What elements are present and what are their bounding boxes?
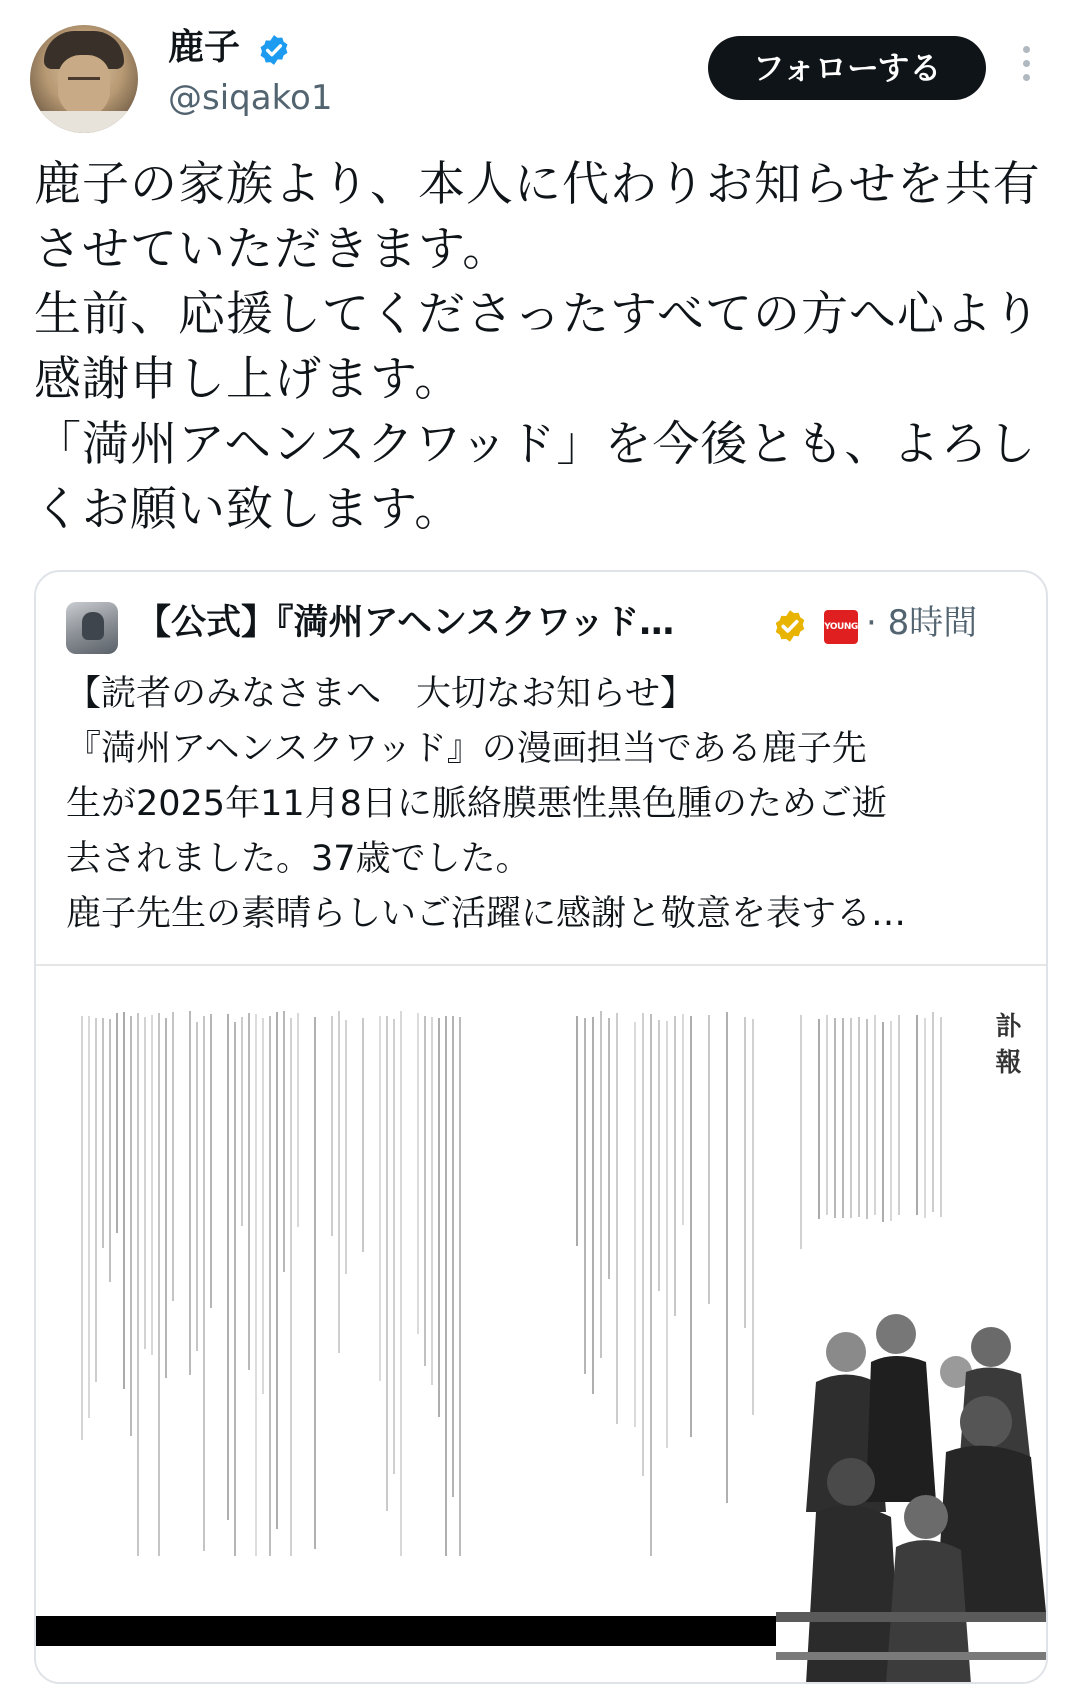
- text-column: [431, 1017, 433, 1385]
- text-column: [890, 1021, 892, 1221]
- text-column: [88, 1016, 90, 1418]
- quoted-line: 鹿子先生の素晴らしいご活躍に感謝と敬意を表する…: [66, 894, 907, 934]
- text-column: [255, 1014, 257, 1556]
- text-column: [445, 1016, 447, 1556]
- text-column: [151, 1015, 153, 1355]
- text-column: [842, 1018, 844, 1218]
- text-column: [682, 1014, 684, 1225]
- text-column: [708, 1015, 710, 1304]
- text-column: [144, 1017, 146, 1349]
- text-column: [241, 1017, 243, 1226]
- text-column: [203, 1016, 205, 1551]
- text-column: [137, 1013, 139, 1556]
- text-column: [642, 1013, 644, 1476]
- text-column: [818, 1019, 820, 1219]
- text-column: [362, 1018, 364, 1252]
- text-column: [276, 1012, 278, 1529]
- text-column: [882, 1022, 884, 1222]
- author-name[interactable]: 鹿子: [168, 27, 241, 68]
- quoted-text: [66, 667, 1026, 942]
- text-column: [290, 1018, 292, 1556]
- text-column: [345, 1020, 347, 1274]
- announcement-heading: 訃報: [991, 1012, 1021, 1084]
- text-column: [726, 1012, 728, 1503]
- quoted-account-avatar: [66, 602, 118, 654]
- quoted-line: 【読者のみなさまへ 大切なお知らせ】: [66, 674, 695, 714]
- text-column: [130, 1016, 132, 1436]
- quoted-time: · 8時間: [866, 603, 978, 643]
- text-column: [690, 1016, 692, 1437]
- text-column: [172, 1012, 174, 1301]
- text-column: [386, 1016, 388, 1511]
- announcement-image[interactable]: [36, 964, 1046, 1684]
- text-column: [283, 1011, 285, 1272]
- text-column: [379, 1016, 381, 1381]
- text-column: [338, 1011, 340, 1353]
- image-black-bar: [36, 1616, 776, 1646]
- text-column: [674, 1016, 676, 1316]
- text-column: [666, 1021, 668, 1448]
- tweet-line: くお願い致します。: [34, 482, 463, 537]
- publisher-badge-icon: YOUNG: [824, 610, 858, 644]
- text-column: [102, 1018, 104, 1248]
- text-column: [297, 1013, 299, 1227]
- text-column: [81, 1016, 83, 1440]
- text-column: [916, 1015, 918, 1215]
- text-column: [898, 1015, 900, 1215]
- text-column: [314, 1017, 316, 1549]
- tweet-header: [0, 0, 1080, 150]
- text-column: [196, 1022, 198, 1351]
- text-column: [634, 1022, 636, 1427]
- quoted-line: 『満州アヘンスクワッド』の漫画担当である鹿子先: [66, 729, 867, 769]
- text-column: [331, 1016, 333, 1236]
- quoted-tweet-card[interactable]: [34, 570, 1048, 1684]
- author-handle[interactable]: @siqako1: [168, 78, 333, 118]
- text-column: [189, 1011, 191, 1375]
- quoted-account-name: 【公式】『満州アヘンスクワッド…: [136, 603, 675, 643]
- text-column: [165, 1018, 167, 1378]
- verified-badge-icon: [257, 33, 291, 67]
- text-column: [269, 1016, 271, 1556]
- text-column: [658, 1020, 660, 1291]
- quoted-tweet-header: [36, 572, 1046, 652]
- quoted-line: 生が2025年11月8日に脈絡膜悪性黒色腫のためご逝: [66, 784, 887, 824]
- text-column: [932, 1012, 934, 1212]
- text-column: [850, 1018, 852, 1218]
- text-column: [95, 1018, 97, 1382]
- quoted-line: 去されました。37歳でした。: [66, 839, 531, 879]
- text-column: [826, 1015, 828, 1215]
- text-column: [584, 1018, 586, 1374]
- text-column: [109, 1019, 111, 1282]
- text-column: [866, 1019, 868, 1219]
- character-illustration: [776, 1312, 1046, 1684]
- text-column: [800, 1015, 802, 1249]
- tweet-line: 生前、応援してくださったすべての方へ心より: [34, 287, 1042, 342]
- text-column: [940, 1017, 942, 1217]
- tweet-line: 「満州アヘンスクワッド」を今後とも、よろし: [34, 417, 1037, 472]
- text-column: [116, 1013, 118, 1233]
- text-column: [452, 1016, 454, 1497]
- tweet-text: [34, 152, 1054, 542]
- text-column: [417, 1013, 419, 1334]
- text-column: [874, 1015, 876, 1215]
- text-column: [616, 1013, 618, 1424]
- text-column: [234, 1022, 236, 1556]
- text-column: [438, 1018, 440, 1417]
- text-column: [650, 1014, 652, 1556]
- gold-verified-badge-icon: [772, 608, 808, 644]
- text-column: [744, 1017, 746, 1328]
- text-column: [592, 1017, 594, 1394]
- text-column: [400, 1011, 402, 1556]
- text-column: [123, 1012, 125, 1389]
- text-column: [834, 1018, 836, 1218]
- text-column: [600, 1011, 602, 1358]
- text-column: [262, 1018, 264, 1394]
- more-vertical-icon[interactable]: [1014, 46, 1038, 90]
- text-column: [393, 1019, 395, 1474]
- text-column: [752, 1019, 754, 1415]
- text-column: [210, 1014, 212, 1308]
- text-column: [924, 1018, 926, 1218]
- text-column: [158, 1013, 160, 1556]
- text-column: [459, 1017, 461, 1556]
- tweet-line: 感謝申し上げます。: [34, 352, 463, 407]
- text-column: [227, 1014, 229, 1520]
- tweet-line: 鹿子の家族より、本人に代わりお知らせを共有: [34, 157, 1041, 212]
- tweet-line: させていただきます。: [34, 222, 511, 277]
- author-avatar[interactable]: [30, 25, 138, 133]
- text-column: [248, 1013, 250, 1370]
- text-column: [858, 1017, 860, 1217]
- text-column: [576, 1016, 578, 1246]
- text-column: [424, 1016, 426, 1366]
- text-column: [608, 1018, 610, 1279]
- follow-button[interactable]: フォローする: [708, 36, 986, 100]
